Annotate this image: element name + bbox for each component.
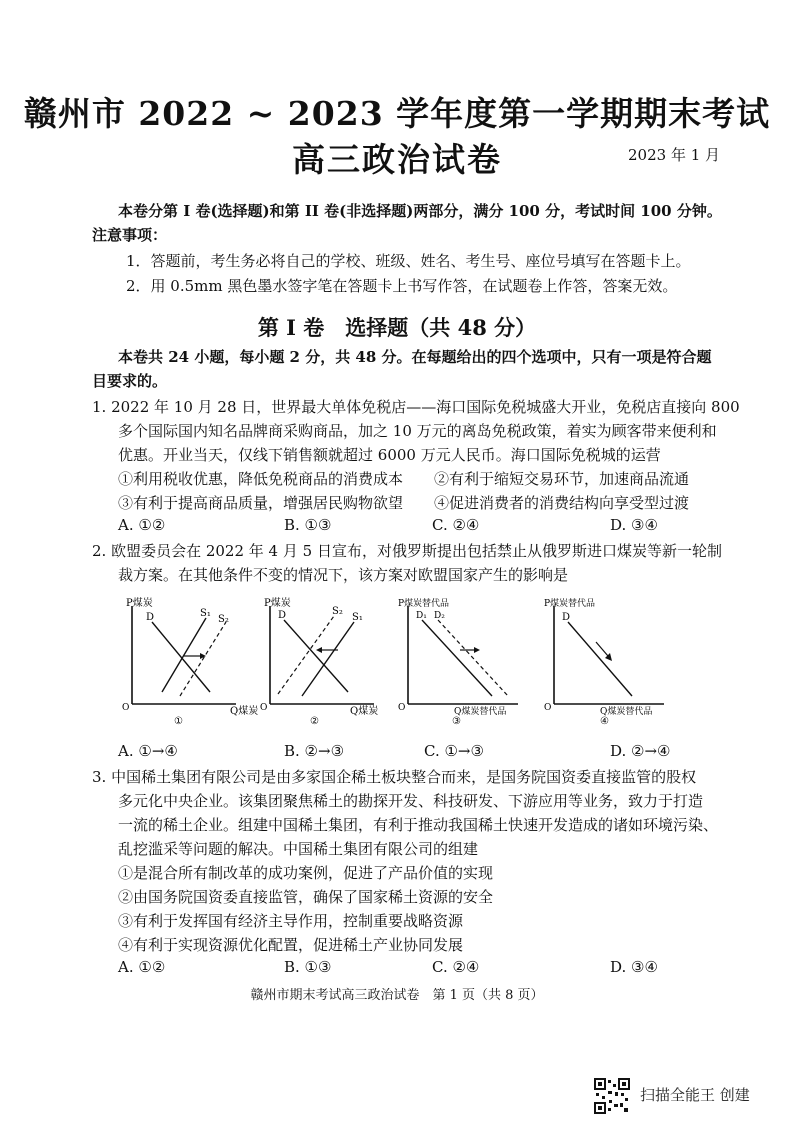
section-instructions: 本卷共 24 小题，每小题 2 分，共 48 分。在每题给出的四个选项中，只有一项是符合题 [118,348,712,366]
section-instructions-cont: 目要求的。 [92,372,168,390]
q3-option-a: A. ①② [118,958,166,976]
graph-1-curve-s1: S₁ [200,608,211,619]
graph-4-arrow [596,642,608,656]
exam-subtitle: 高三政治试卷 [292,140,502,179]
graph-4-number: ④ [600,716,609,727]
q3-stem-line3: 一流的稀土企业。组建中国稀土集团，有利于推动我国稀土快速开发造成的诸如环境污染、 [118,816,719,834]
graph-4-demand-line [568,622,632,696]
q3-option-c: C. ②④ [432,958,480,976]
graph-4-x-label: Q煤炭替代品 [600,707,653,717]
note-1: 1．答题前，考生务必将自己的学校、班级、姓名、考生号、座位号填写在答题卡上。 [126,252,691,270]
graph-1 [118,592,278,734]
q1-option-d: D. ③④ [610,516,658,534]
graph-2-curve-s1: S₁ [352,612,363,623]
q3-statement-2: ②由国务院国资委直接监管，确保了国家稀土资源的安全 [118,888,494,906]
graph-1-y-label: P煤炭 [126,598,153,609]
graph-3-demand-line-solid [422,620,492,696]
q3-stem-line4: 乱挖滥采等问题的解决。中国稀土集团有限公司的组建 [118,840,479,858]
graph-2-curve-d: D [278,610,287,621]
graph-3 [394,592,554,734]
q1-option-b: B. ①③ [284,516,332,534]
graph-2-curve-s2: S₂ [332,606,343,617]
scanner-watermark: 扫描全能王 创建 [640,1086,750,1104]
q3-option-d: D. ③④ [610,958,658,976]
graph-1-supply-line-solid [162,618,206,692]
q1-stem-line3: 优惠。开业当天，仅线下销售额就超过 6000 万元人民币。海口国际免税城的运营 [118,446,661,464]
graph-2-supply-line-dashed [278,616,334,694]
q3-statement-1: ①是混合所有制改革的成功案例，促进了产品价值的实现 [118,864,494,882]
q3-statement-3: ③有利于发挥国有经济主导作用，控制重要战略资源 [118,912,464,930]
q1-option-c: C. ②④ [432,516,480,534]
q2-option-b: B. ②→③ [284,742,345,760]
q2-stem-line1: 2. 欧盟委员会在 2022 年 4 月 5 日宣布，对俄罗斯提出包括禁止从俄罗斯进口煤炭等新一轮制 [92,542,722,560]
exam-info: 本卷分第 I 卷(选择题)和第 II 卷(非选择题)两部分，满分 100 分，考试时间 100 分钟。 [118,202,722,220]
graph-4-origin: O [544,703,552,713]
q3-statement-4: ④有利于实现资源优化配置，促进稀土产业协同发展 [118,936,464,954]
q1-statement-1: ①利用税收优惠，降低免税商品的消费成本 [118,470,404,488]
notes-heading: 注意事项： [92,226,168,244]
graph-1-x-label: Q煤炭 [230,706,259,717]
graph-1-number: ① [174,716,183,727]
q2-stem-line2: 裁方案。在其他条件不变的情况下，该方案对欧盟国家产生的影响是 [118,566,569,584]
graph-1-supply-line-dashed [180,622,226,696]
graph-2-number: ② [310,716,319,727]
graph-3-y-label: P煤炭替代品 [398,599,450,609]
q2-option-c: C. ①→③ [424,742,484,760]
q1-stem-line1: 1. 2022 年 10 月 28 日，世界最大单体免税店——海口国际免税城盛大开业，免税店直接向 800 [92,398,740,416]
graph-4 [540,592,700,734]
exam-title: 赣州市 2022 ~ 2023 学年度第一学期期末考试 [23,94,771,133]
graph-1-curve-d: D [146,612,155,623]
graph-2-demand-line [284,620,348,692]
q1-stem-line2: 多个国际国内知名品牌商采购商品，加之 10 万元的离岛免税政策，着实为顾客带来便利和 [118,422,717,440]
graph-3-x-label: Q煤炭替代品 [454,707,507,717]
graph-3-demand-line-dashed [438,620,508,696]
graph-2-supply-line-solid [302,622,354,696]
qr-code-icon [594,1078,630,1114]
graph-4-curve-d: D [562,612,571,623]
graph-2-x-label: Q煤炭 [350,706,379,717]
q1-option-a: A. ①② [118,516,166,534]
graph-2-y-label: P煤炭 [264,598,291,609]
q2-option-d: D. ②→④ [610,742,671,760]
q1-statement-3: ③有利于提高商品质量，增强居民购物欲望 [118,494,404,512]
note-2: 2．用 0.5mm 黑色墨水签字笔在答题卡上书写作答，在试题卷上作答，答案无效。 [126,277,678,295]
q1-statement-2: ②有利于缩短交易环节，加速商品流通 [434,470,690,488]
graph-3-origin: O [398,703,406,713]
page-footer: 赣州市期末考试高三政治试卷 第 1 页（共 8 页） [250,988,544,1003]
graph-2-origin: O [260,703,268,713]
graph-3-curve-d1: D₁ [416,611,427,621]
graph-3-curve-d2: D₂ [434,611,445,621]
graph-3-number: ③ [452,716,461,727]
graph-2 [256,592,416,734]
q1-statement-4: ④促进消费者的消费结构向享受型过渡 [434,494,690,512]
section-title: 第 I 卷 选择题（共 48 分） [257,315,537,340]
graph-4-y-label: P煤炭替代品 [544,599,596,609]
graph-1-origin: O [122,703,130,713]
q2-option-a: A. ①→④ [118,742,178,760]
q3-stem-line2: 多元化中央企业。该集团聚焦稀土的勘探开发、科技研发、下游应用等业务，致力于打造 [118,792,704,810]
q3-option-b: B. ①③ [284,958,332,976]
exam-date: 2023 年 1 月 [628,146,721,164]
graph-1-curve-s2: S₂ [218,614,229,625]
q3-stem-line1: 3. 中国稀土集团有限公司是由多家国企稀土板块整合而来，是国务院国资委直接监管的股权 [92,768,697,786]
